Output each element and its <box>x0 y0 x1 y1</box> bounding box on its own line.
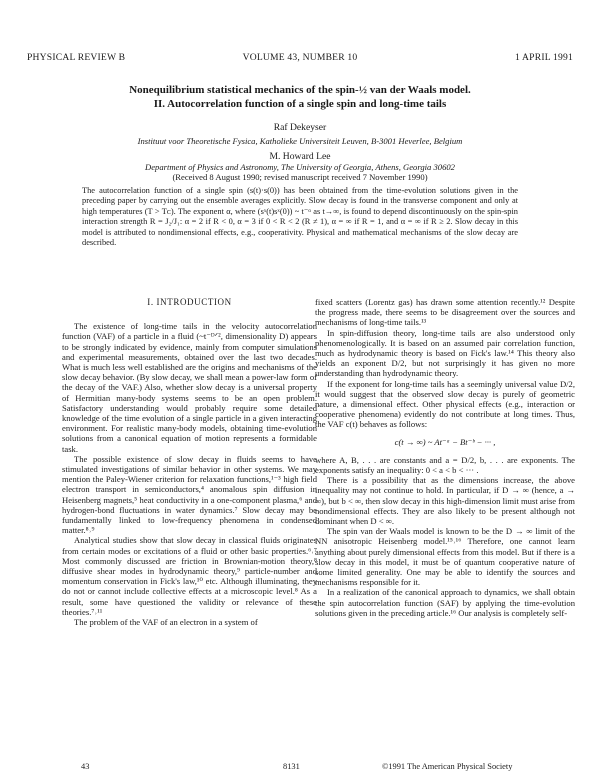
paragraph: In a realization of the canonical approach to dynamics, we shall obtain the spin autocorrelation function (SAF) by applying the time-evolution solutions given in the preceding article.¹⁶ Our analysis is completely self- <box>315 587 575 618</box>
paragraph: Analytical studies show that slow decay in classical fluids originates from certain modes or excitations of a fluid or other basic properties.⁶˒⁷ Most commonly discussed are friction in Brownian-motion theory,⁸ diffusive shear modes in hydrodynamic theory,⁹ particle-number and momentum conservation in Fick's law,¹⁰ etc. Although illuminating, they do not or cannot include collective effects at a microscopic level.⁸ As a result, some have questioned the validity or relevance of these theories.⁷˒¹¹ <box>62 535 317 617</box>
author-2: M. Howard Lee <box>269 151 331 162</box>
running-head <box>27 52 573 66</box>
left-column <box>62 297 317 627</box>
received-dates: (Received 8 August 1990; revised manuscript received 7 November 1990) <box>172 172 428 182</box>
equation: c(t → ∞) ~ At⁻ᵃ − Bt⁻ᵇ − ··· , <box>394 436 496 447</box>
author-1: Raf Dekeyser <box>273 122 327 133</box>
paragraph: The existence of long-time tails in the velocity autocorrelation function (VAF) of a particle in a fluid (~t⁻ᴰᐟ², dimensionality D) appears to be strongly indicated by evidence, mainly from computer simulations and experimental measurements, obtained over the last two decades. What is much less well established are the origins and mechanisms of the slow decay behavior. (By slow decay, we shall mean a power-law form of the decay of the VAF.) Also, whether slow decay is a universal property of Hermitian many-body systems seems to be an open problem. Satisfactory understanding would probably require some detailed knowledge of the time evolution of a single particle in a given interacting environment. For realistic many-body models, obtaining time-evolution solutions from a canonical equation of motion represents a formidable task. <box>62 321 317 454</box>
affiliation-1: Instituut voor Theoretische Fysica, Katholieke Universiteit Leuven, B-3001 Heverlee, Belgium <box>137 136 463 146</box>
title-line-1: Nonequilibrium statistical mechanics of the spin-½ van der Waals model. <box>129 84 471 96</box>
copyright-notice: ©1991 The American Physical Society <box>382 762 513 771</box>
article-code: 8131 <box>283 762 300 771</box>
page-footer <box>0 762 600 774</box>
paragraph: The problem of the VAF of an electron in a system of <box>74 617 258 628</box>
paragraph: The possible existence of slow decay in fluids seems to have stimulated investigations of similar behavior in other systems. We may mention the Paley-Wiener criterion for relaxation functions,¹⁻³ high field electron transport in semiconductors,⁴ anomalous spin diffusion in Heisenberg magnets,⁵ heat conductivity in a one-component plasma,⁶ and hydrogen-bond fluctuations in water dynamics.⁷ Slow decay may be fundamentally linked to low-frequency phenomena in condensed matter.⁸˒⁹ <box>62 453 317 536</box>
paragraph: In spin-diffusion theory, long-time tails are also understood only phenomenologically. It is based on an assumed pair correlation function, much as hydrodynamic theory is based on Fick's law.¹⁴ This theory also yields an exponent D/2, but not surprisingly it has given no more understanding than hydrodynamic theory. <box>315 327 575 379</box>
abstract: The autocorrelation function of a single spin (s(t)·s(0)) has been obtained from the time-evolution solutions given in the preceding paper by carrying out the ensemble averages explicitly. Slow decay is found in the transverse component and only at high temperatures (T > Tᴄ). The exponent α, where (sˣ(t)sˣ(0)) ~ t⁻ᵅ as t→∞, is found to depend discontinuously on the spin-spin interaction strength R = J₂/J₁: α = 2 if R < 0, α = 3 if 0 < R < 2 (R ≠ 1), α = ∞ if R = 1, and α = ∞ if R ≥ 2. Slow decay in this model is attributed to nondimensional effects, e.g., cooperativity. Physical and mathematical mechanisms of the slow decay are described. <box>82 186 518 248</box>
paragraph: where A, B, . . . are constants and a = D/2, b, . . . are exponents. The exponents satisfy an inequality: 0 < a < b < ··· . <box>315 454 575 476</box>
title-line-2: II. Autocorrelation function of a single spin and long-time tails <box>153 98 447 110</box>
paper-title <box>60 83 540 111</box>
paragraph: If the exponent for long-time tails has a seemingly universal value D/2, it would suggest that the observed slow decay is purely of geometric nature, a dimensional effect. Other physical effects (e.g., interaction or cooperative phenomena) evidently do not contribute at long times. Thus, the VAF c(t) behaves as follows: <box>315 378 575 430</box>
issue-date: 1 APRIL 1991 <box>514 52 573 63</box>
volume-number: VOLUME 43, NUMBER 10 <box>242 52 358 63</box>
section-heading: I. INTRODUCTION <box>147 297 232 307</box>
right-column <box>315 297 575 618</box>
page-number: 43 <box>81 762 90 771</box>
paragraph: fixed scatters (Lorentz gas) has drawn some attention recently.¹² Despite the progress made, there seems to be disagreement over the sources and mechanisms of long-time tails.¹³ <box>315 297 575 328</box>
paragraph: The spin van der Waals model is known to be the D → ∞ limit of the NN anisotropic Heisenberg model.¹⁵˒¹⁶ Therefore, one cannot learn anything about purely dimensional effects from this model. But if there is a slow decay in this model, it must be of quantum cooperative nature of some limited generality. One may be able to identify the sources and mechanisms responsible for it. <box>315 526 575 588</box>
affiliation-2: Department of Physics and Astronomy, The University of Georgia, Athens, Georgia 30602 <box>145 162 455 172</box>
journal-name: PHYSICAL REVIEW B <box>27 52 126 63</box>
paragraph: There is a possibility that as the dimensions increase, the above inequality may not continue to hold. In particular, if D → ∞ (hence, a → ∞), but b < ∞, then slow decay in this high-dimension limit must arise from nondimensional effects. They are also likely to be present although not dominant when D < ∞. <box>315 475 575 527</box>
